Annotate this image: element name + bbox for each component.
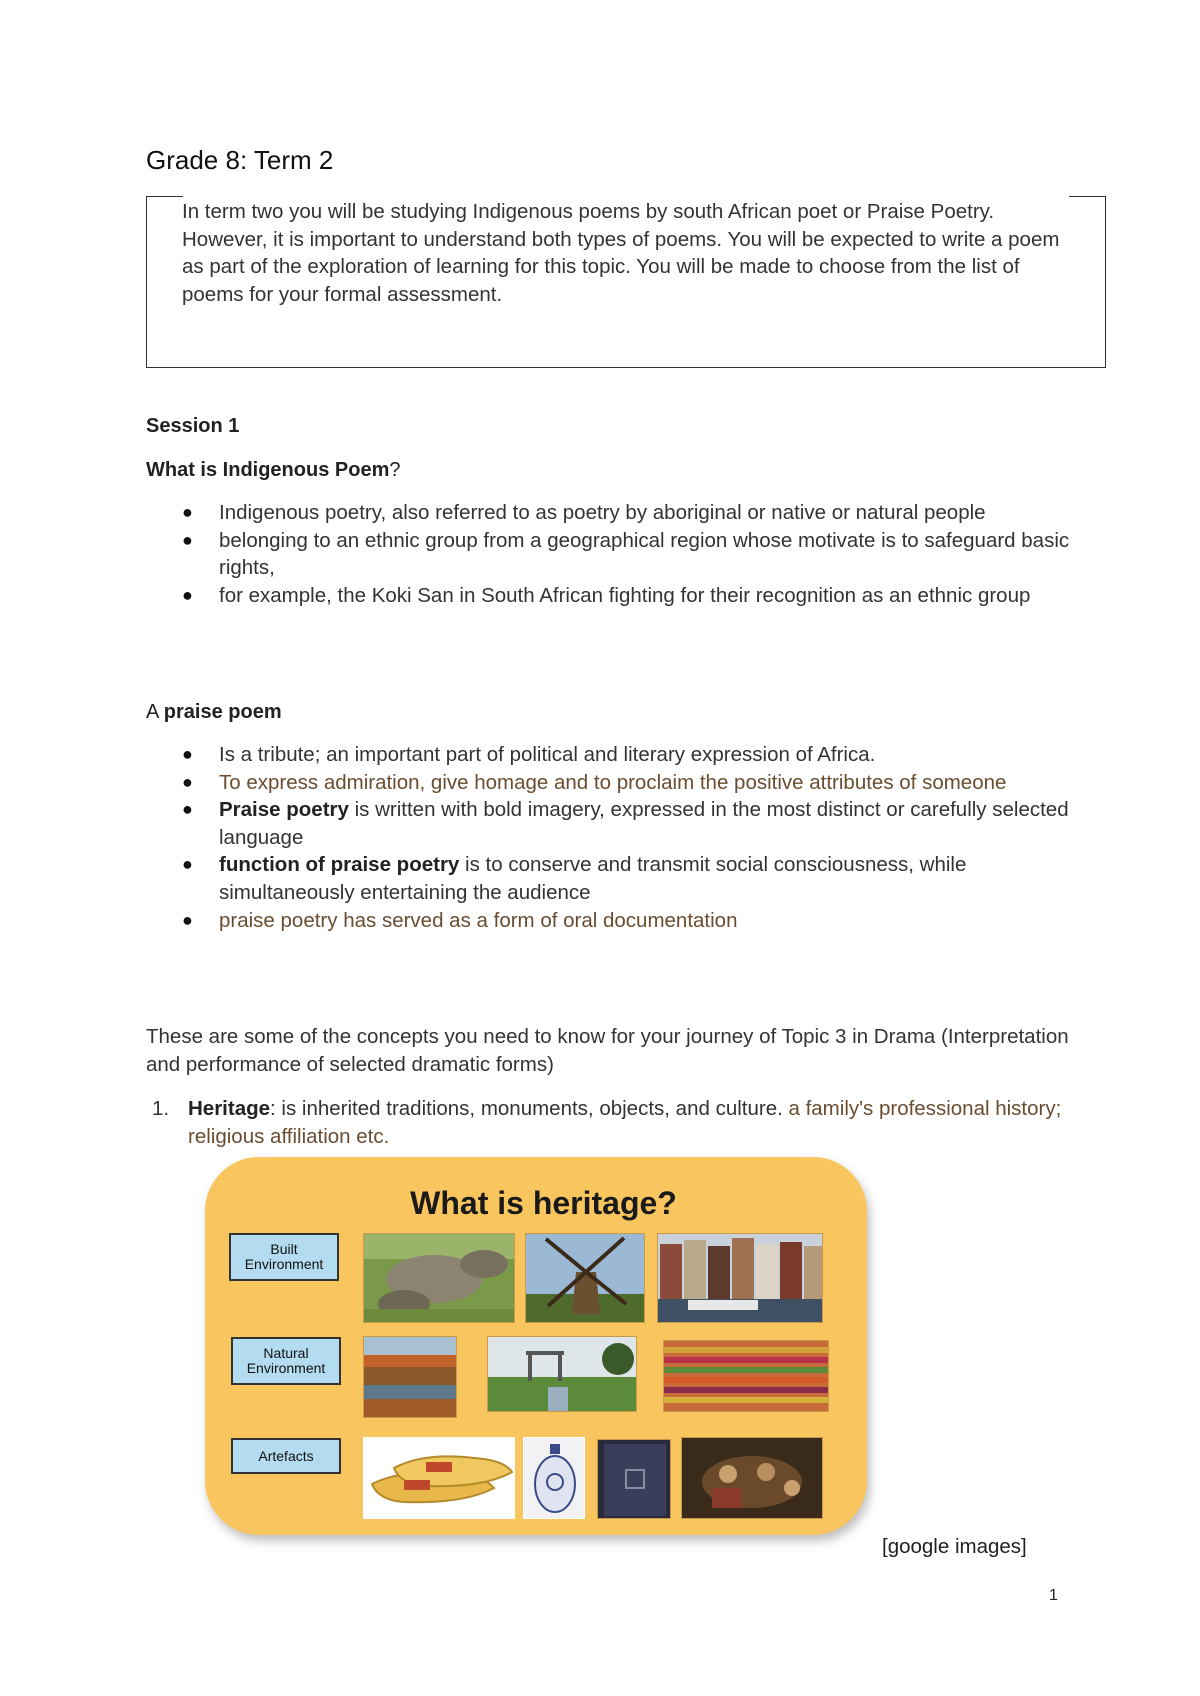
- photo-windmill: [525, 1233, 645, 1323]
- figure-title: What is heritage?: [410, 1185, 677, 1221]
- intro-box: [146, 196, 1106, 368]
- list-item: ● belonging to an ethnic group from a geographical region whose motivate is to safeguard basic rights,: [182, 528, 1070, 580]
- intro-text: In term two you will be studying Indigenous poems by south African poet or Praise Poetry. However, it is important to understand both types of poems. You will be expected to write a poem as part of the exploration of learning for this topic. You will be made to choose from the list of poems for your formal assessment.: [182, 200, 1060, 306]
- heritage-definition: 1. Heritage: is inherited traditions, monuments, objects, and culture. a family's professional history; religious affiliation etc.: [152, 1097, 1062, 1148]
- list-item: ● praise poetry has served as a form of oral documentation: [182, 908, 738, 932]
- praise-list: [146, 741, 1086, 934]
- list-item: ● To express admiration, give homage and to proclaim the positive attributes of someone: [182, 770, 1007, 794]
- photo-dolmen: [363, 1233, 515, 1323]
- indigenous-list: [146, 499, 1086, 609]
- photo-wetland: [363, 1336, 457, 1418]
- session-heading: Session 1: [146, 415, 240, 437]
- praise-heading: A praise poem: [146, 701, 282, 723]
- list-item: ● Is a tribute; an important part of political and literary expression of Africa.: [182, 743, 876, 766]
- photo-clogs: [363, 1437, 515, 1519]
- category-natural-environment: Natural Environment: [231, 1337, 341, 1385]
- list-item: ● Praise poetry is written with bold imagery, expressed in the most distinct or carefully selected language: [182, 798, 1069, 849]
- photo-delft-vase: [523, 1437, 585, 1519]
- photo-painting: [681, 1437, 823, 1519]
- image-caption: [google images]: [882, 1535, 1027, 1558]
- list-item: ● function of praise poetry is to conserve and transmit social consciousness, while simultaneously entertaining the audience: [182, 853, 967, 904]
- category-built-environment: Built Environment: [229, 1233, 339, 1281]
- photo-old-book: [597, 1439, 671, 1519]
- photo-tulip-fields: [663, 1340, 829, 1412]
- page-title: Grade 8: Term 2: [146, 145, 334, 175]
- category-artefacts: Artefacts: [231, 1438, 341, 1474]
- photo-canal-houses: [657, 1233, 823, 1323]
- photo-bridge-landscape: [487, 1336, 637, 1412]
- concepts-intro: These are some of the concepts you need to know for your journey of Topic 3 in Drama (Interpretation and performance of selected dramatic forms): [146, 1025, 1069, 1076]
- indigenous-heading: What is Indigenous Poem?: [146, 459, 401, 481]
- list-item: ● for example, the Koki San in South African fighting for their recognition as an ethnic group: [182, 583, 1031, 607]
- list-item: ● Indigenous poetry, also referred to as poetry by aboriginal or native or natural people: [182, 501, 986, 524]
- heritage-figure: [205, 1157, 867, 1535]
- page-number: 1: [1049, 1587, 1058, 1604]
